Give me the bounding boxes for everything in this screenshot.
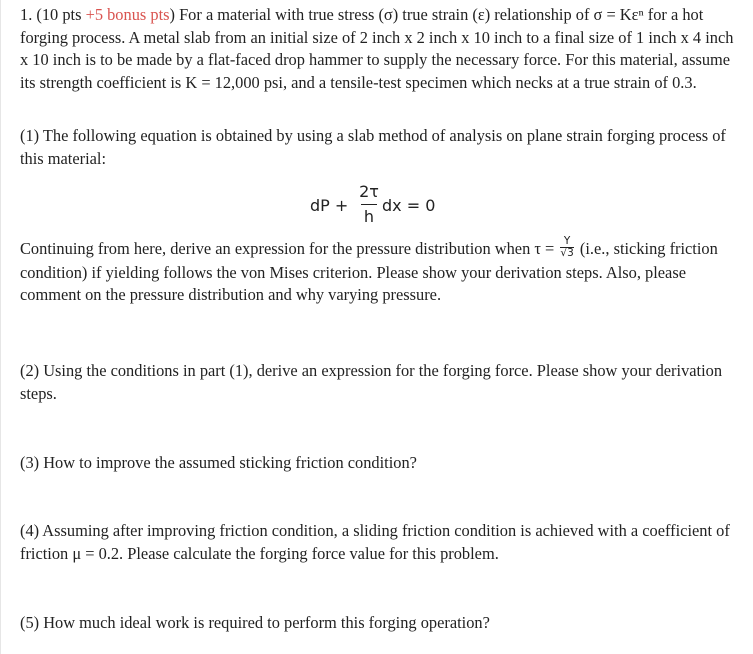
tau-numerator: Y (563, 234, 571, 247)
tau-denominator: √3 (560, 246, 574, 259)
question-1-continuation (20, 234, 735, 307)
equation-lhs: dP + (310, 196, 349, 215)
question-1-intro: (1) The following equation is obtained by using a slab method of analysis on plane strain forging process of this material: (20, 126, 726, 168)
question-4: (4) Assuming after improving friction condition, a sliding friction condition is achieved with a coefficient of friction μ = 0.2. Please calculate the forging force value for this problem. (20, 521, 730, 563)
continuing-prefix: Continuing from here, derive an expression for the pressure distribution when τ = (20, 239, 555, 258)
equation-denominator: h (363, 207, 375, 226)
question-2: (2) Using the conditions in part (1), derive an expression for the forging force. Please show your derivation steps. (20, 361, 723, 403)
intro-prefix: 1. (10 pts (20, 5, 86, 24)
equation-rhs: dx = 0 (382, 196, 436, 215)
intro-text: ) For a material with true stress (σ) true strain (ε) relationship of σ = Kεⁿ for a hot forging process. A metal slab from an initial size of 2 inch x 2 inch x 10 inch to a final size of 1 inch x 4 inch x 10 inch is to be made by a flat-faced drop hammer to supply the necessary force. For this material, assume its strength coefficient is K = 12,000 psi, and a tensile-test specimen which necks at a true strain of 0.3. (20, 5, 734, 92)
question-3: (3) How to improve the assumed sticking friction condition? (20, 453, 417, 472)
bonus-points: +5 bonus pts (85, 5, 170, 24)
tau-fraction (560, 236, 573, 259)
equation-numerator: 2τ (359, 182, 379, 201)
left-border (0, 0, 1, 654)
question-5: (5) How much ideal work is required to perform this forging operation? (20, 613, 490, 632)
problem-intro (20, 4, 735, 94)
fraction-bar (361, 204, 377, 205)
equation-fraction (359, 182, 379, 227)
continuing-suffix: (i.e., sticking friction condition) if yielding follows the von Mises criterion. Please show your derivation steps. Also, please comment on the pressure distribution and why varying pressure. (20, 239, 718, 305)
